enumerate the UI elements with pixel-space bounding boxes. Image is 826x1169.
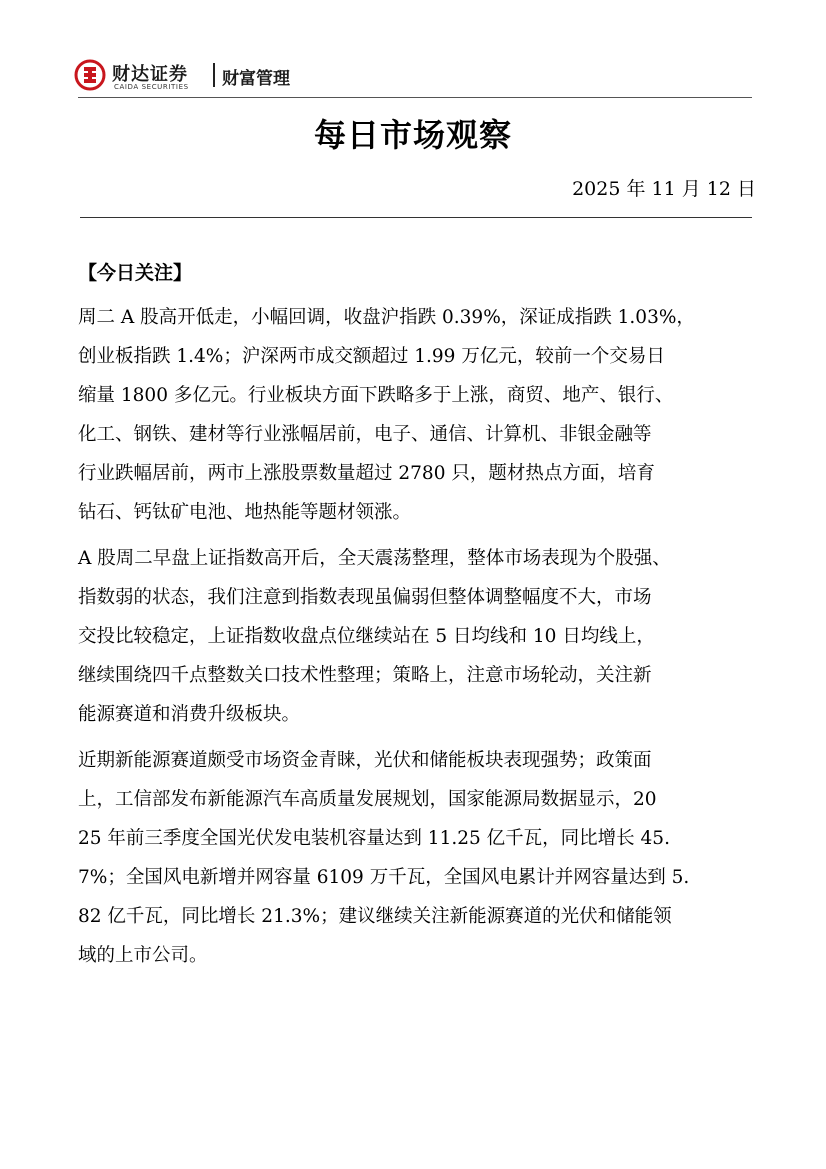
- body-line: 25 年前三季度全国光伏发电装机容量达到 11.25 亿千瓦，同比增长 45.: [78, 828, 670, 849]
- report-date: 2025 年 11 月 12 日: [572, 178, 756, 200]
- division-name: 财富管理: [222, 69, 290, 89]
- body-line: 缩量 1800 多亿元。行业板块方面下跌略多于上涨，商贸、地产、银行、: [78, 385, 674, 406]
- body-line: 周二 A 股高开低走，小幅回调，收盘沪指跌 0.39%，深证成指跌 1.03%，: [78, 307, 695, 328]
- section-heading: 【今日关注】: [78, 262, 193, 284]
- body-line: 能源赛道和消费升级板块。: [78, 704, 301, 725]
- body-line: 近期新能源赛道颇受市场资金青睐，光伏和储能板块表现强势；政策面: [78, 750, 652, 771]
- body-line: 钻石、钙钛矿电池、地热能等题材领涨。: [78, 502, 412, 523]
- body-line: 创业板指跌 1.4%；沪深两市成交额超过 1.99 万亿元，较前一个交易日: [78, 346, 665, 367]
- header-divider: [78, 97, 752, 98]
- caida-logo-icon: [74, 59, 106, 91]
- body-line: 82 亿千瓦，同比增长 21.3%；建议继续关注新能源赛道的光伏和储能领: [78, 906, 672, 927]
- report-header: [74, 58, 754, 96]
- body-line: 行业跌幅居前，两市上涨股票数量超过 2780 只，题材热点方面，培育: [78, 463, 655, 484]
- body-line: 域的上市公司。: [78, 945, 208, 966]
- body-line: 化工、钢铁、建材等行业涨幅居前，电子、通信、计算机、非银金融等: [78, 424, 652, 445]
- company-name-english: CAIDA SECURITIES: [114, 83, 189, 91]
- body-line: 交投比较稳定，上证指数收盘点位继续站在 5 日均线和 10 日均线上，: [78, 626, 655, 647]
- page-title: 每日市场观察: [313, 116, 512, 154]
- body-line: 指数弱的状态，我们注意到指数表现虽偏弱但整体调整幅度不大，市场: [78, 587, 652, 608]
- body-line: 7%；全国风电新增并网容量 6109 万千瓦，全国风电累计并网容量达到 5.: [78, 867, 690, 888]
- company-name: 财达证券: [112, 64, 188, 85]
- body-line: 上，工信部发布新能源汽车高质量发展规划，国家能源局数据显示，20: [78, 789, 657, 810]
- body-line: 继续围绕四千点整数关口技术性整理；策略上，注意市场轮动，关注新: [78, 665, 652, 686]
- body-line: A 股周二早盘上证指数高开后，全天震荡整理，整体市场表现为个股强、: [78, 548, 671, 569]
- date-divider: [80, 217, 752, 218]
- logo-divider: [213, 63, 215, 87]
